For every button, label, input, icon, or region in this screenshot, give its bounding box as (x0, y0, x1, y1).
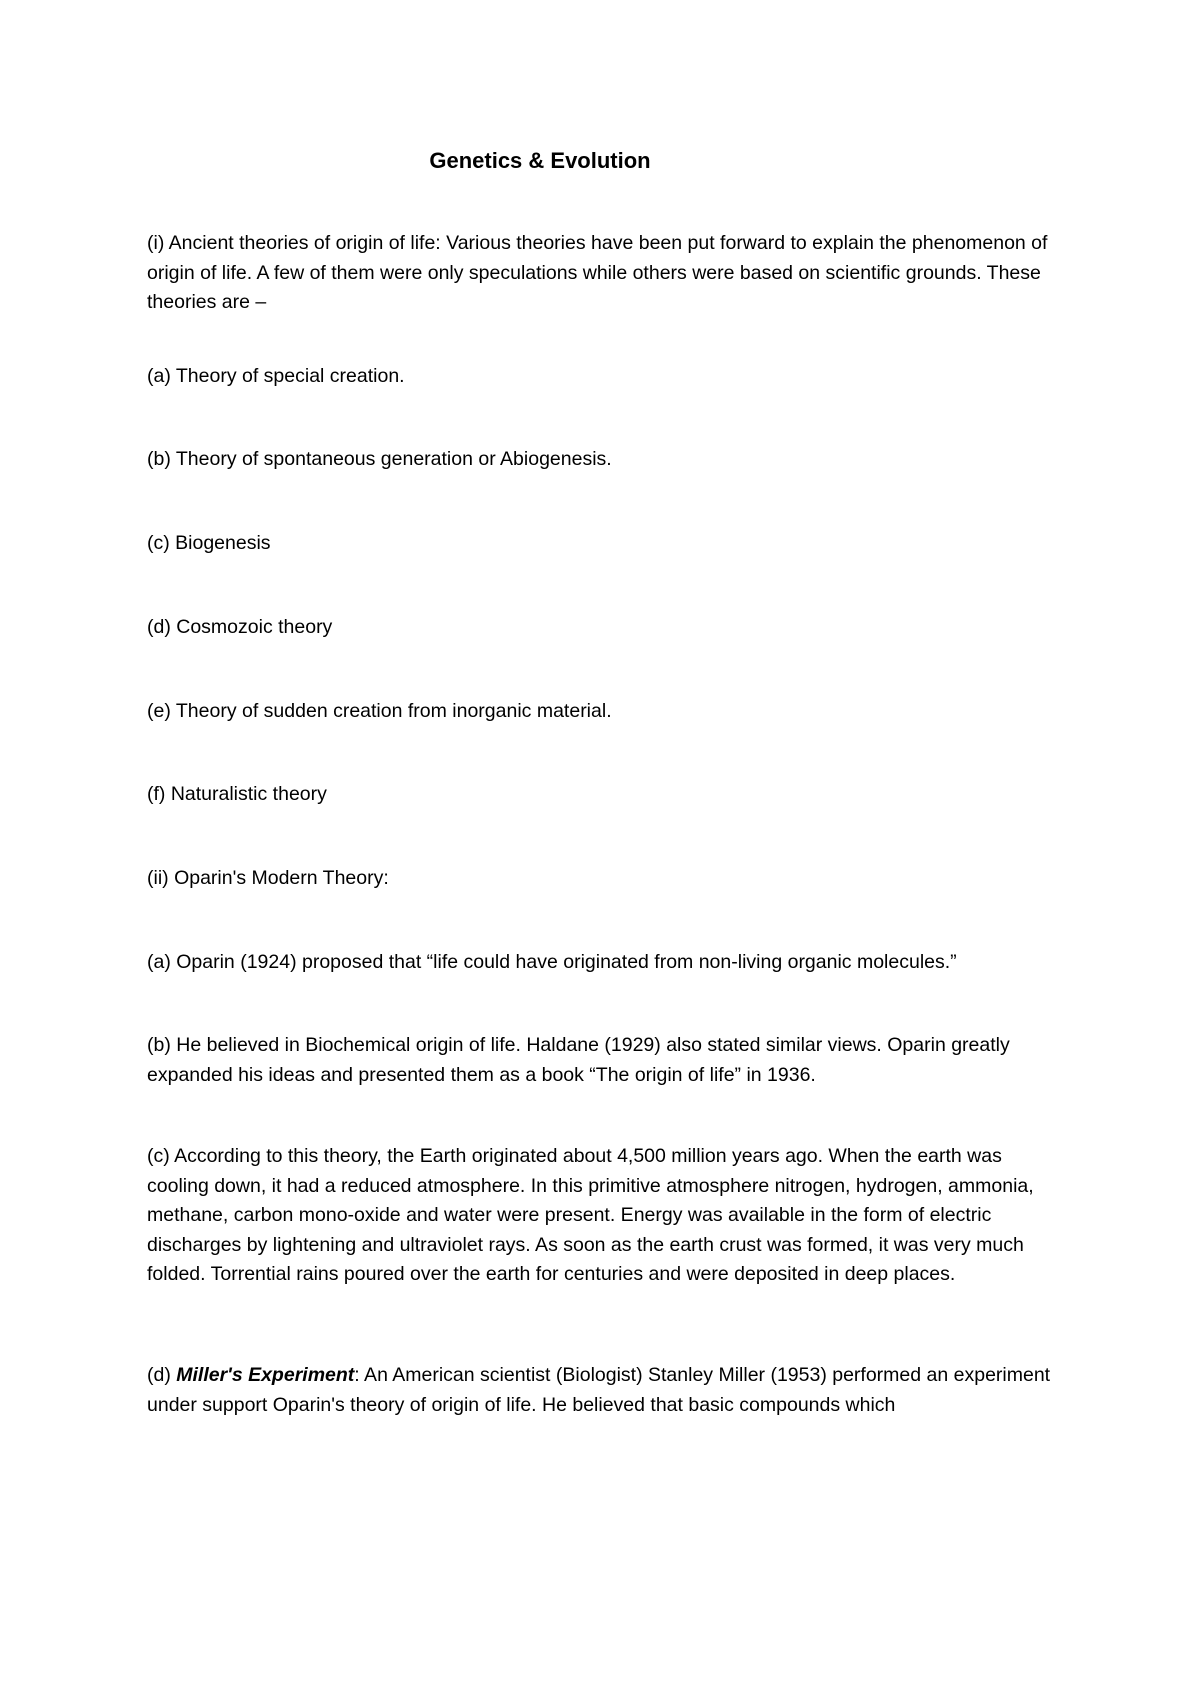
paragraph-c: (c) According to this theory, the Earth originated about 4,500 million years ago. When the earth was cooling down, it had a reduced atmosphere. In this primitive atmosphere nitrogen, hydrogen, ammonia, methane, carbon mono-oxide and water were present. Energy was available in the form of electric discharges by lightening and ultraviolet rays. As soon as the earth crust was formed, it was very much folded. Torrential rains poured over the earth for centuries and were deposited in deep places. (147, 1145, 1034, 1285)
paragraph-d (147, 1361, 1067, 1420)
section-heading-oparin: (ii) Oparin's Modern Theory: (147, 867, 389, 889)
document-title: Genetics & Evolution (429, 148, 651, 173)
paragraph-d-label: (d) (147, 1364, 177, 1386)
paragraph-d-text: : An American scientist (Biologist) Stanley Miller (1953) performed an experiment under support Oparin's theory of origin of life. He believed that basic compounds which (147, 1364, 1051, 1416)
list-item-b: (b) Theory of spontaneous generation or Abiogenesis. (147, 448, 612, 470)
paragraph-d-emphasis: Miller's Experiment (176, 1364, 355, 1386)
list-item-f: (f) Naturalistic theory (147, 783, 327, 805)
list-item-a: (a) Theory of special creation. (147, 365, 405, 387)
list-item-c: (c) Biogenesis (147, 532, 271, 554)
paragraph-b: (b) He believed in Biochemical origin of life. Haldane (1929) also stated similar views. Oparin greatly expanded his ideas and presented them as a book “The origin of life” in 1936. (147, 1034, 1010, 1086)
list-item-e: (e) Theory of sudden creation from inorganic material. (147, 700, 612, 722)
list-item-d: (d) Cosmozoic theory (147, 616, 333, 638)
paragraph-a: (a) Oparin (1924) proposed that “life could have originated from non-living organic molecules.” (147, 951, 957, 973)
intro-paragraph: (i) Ancient theories of origin of life: Various theories have been put forward to explain the phenomenon of origin of life. A few of them were only speculations while others were based on scientific grounds. These theories are – (147, 232, 1048, 313)
